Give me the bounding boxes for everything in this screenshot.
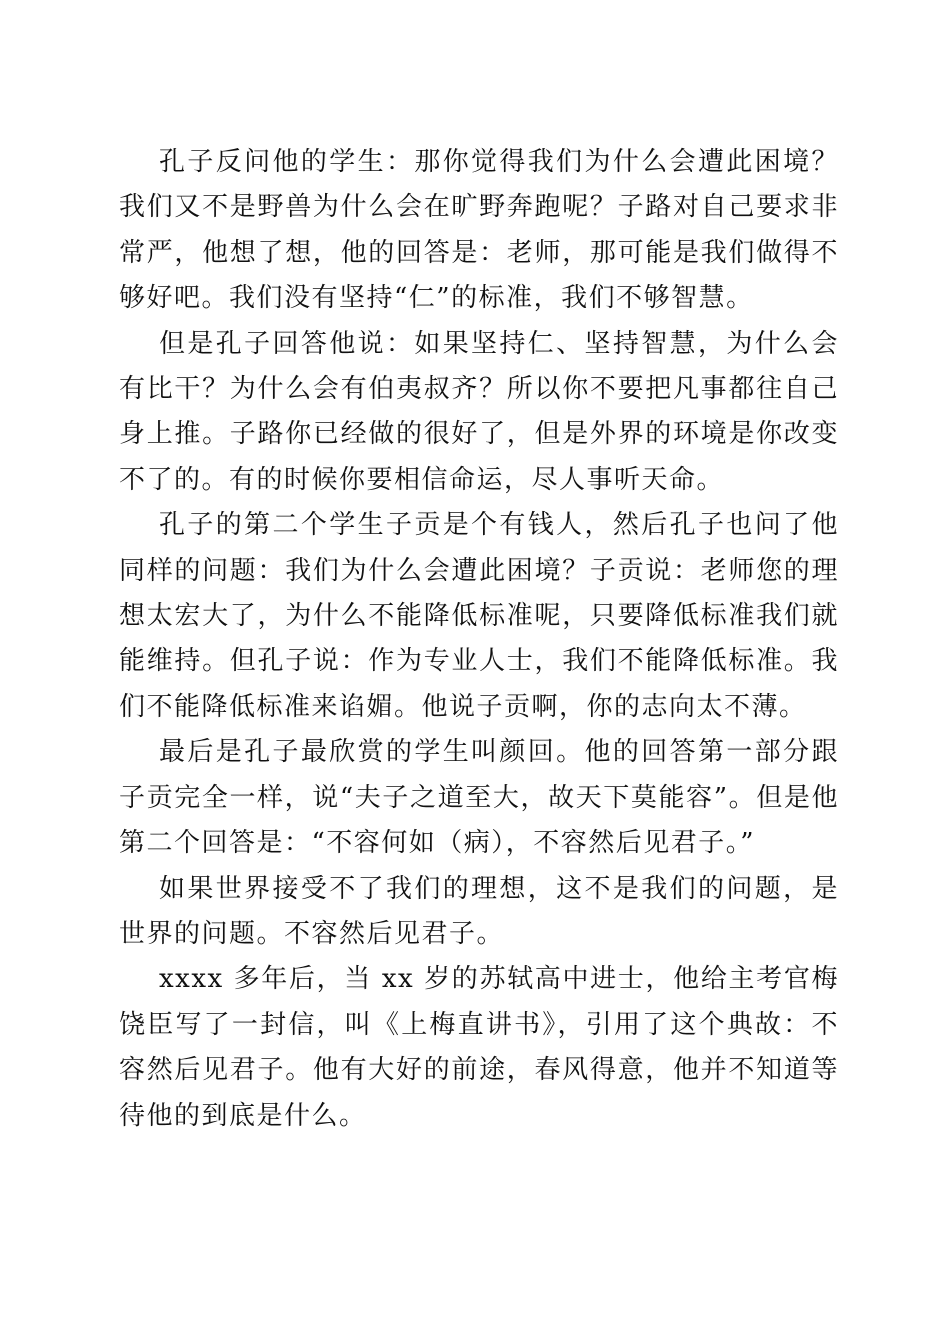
paragraph-confucius-reply-zilu: 但是孔子回答他说：如果坚持仁、坚持智慧，为什么会有比干？为什么会有伯夷叔齐？所以你不要把凡事都往自己身上推。子路你已经做的很好了，但是外界的环境是你改变不了的。有的时候你要相信命运，尽人事听天命。 bbox=[119, 328, 839, 495]
paragraph-zilu-question: 孔子反问他的学生：那你觉得我们为什么会遭此困境？我们又不是野兽为什么会在旷野奔跑呢？子路对自己要求非常严，他想了想，他的回答是：老师，那可能是我们做得不够好吧。我们没有坚持“仁”的标准，我们不够智慧。 bbox=[119, 147, 839, 314]
paragraph-yanhui-answer: 最后是孔子最欣赏的学生叫颜回。他的回答第一部分跟子贡完全一样，说“夫子之道至大，故天下莫能容”。但是他第二个回答是：“不容何如（病），不容然后见君子。” bbox=[119, 737, 839, 859]
document-body bbox=[119, 140, 839, 1139]
paragraph-sushi-letter: xxxx 多年后，当 xx 岁的苏轼高中进士，他给主考官梅饶臣写了一封信，叫《上梅直讲书》，引用了这个典故：不容然后见君子。他有大好的前途，春风得意，他并不知道等待他的到底是什么。 bbox=[119, 964, 839, 1131]
paragraph-zigong-answer: 孔子的第二个学生子贡是个有钱人，然后孔子也问了他同样的问题：我们为什么会遭此困境？子贡说：老师您的理想太宏大了，为什么不能降低标准呢，只要降低标准我们就能维持。但孔子说：作为专业人士，我们不能降低标准。我们不能降低标准来谄媚。他说子贡啊，你的志向太不薄。 bbox=[119, 510, 839, 722]
paragraph-world-problem: 如果世界接受不了我们的理想，这不是我们的问题，是世界的问题。不容然后见君子。 bbox=[119, 873, 839, 949]
